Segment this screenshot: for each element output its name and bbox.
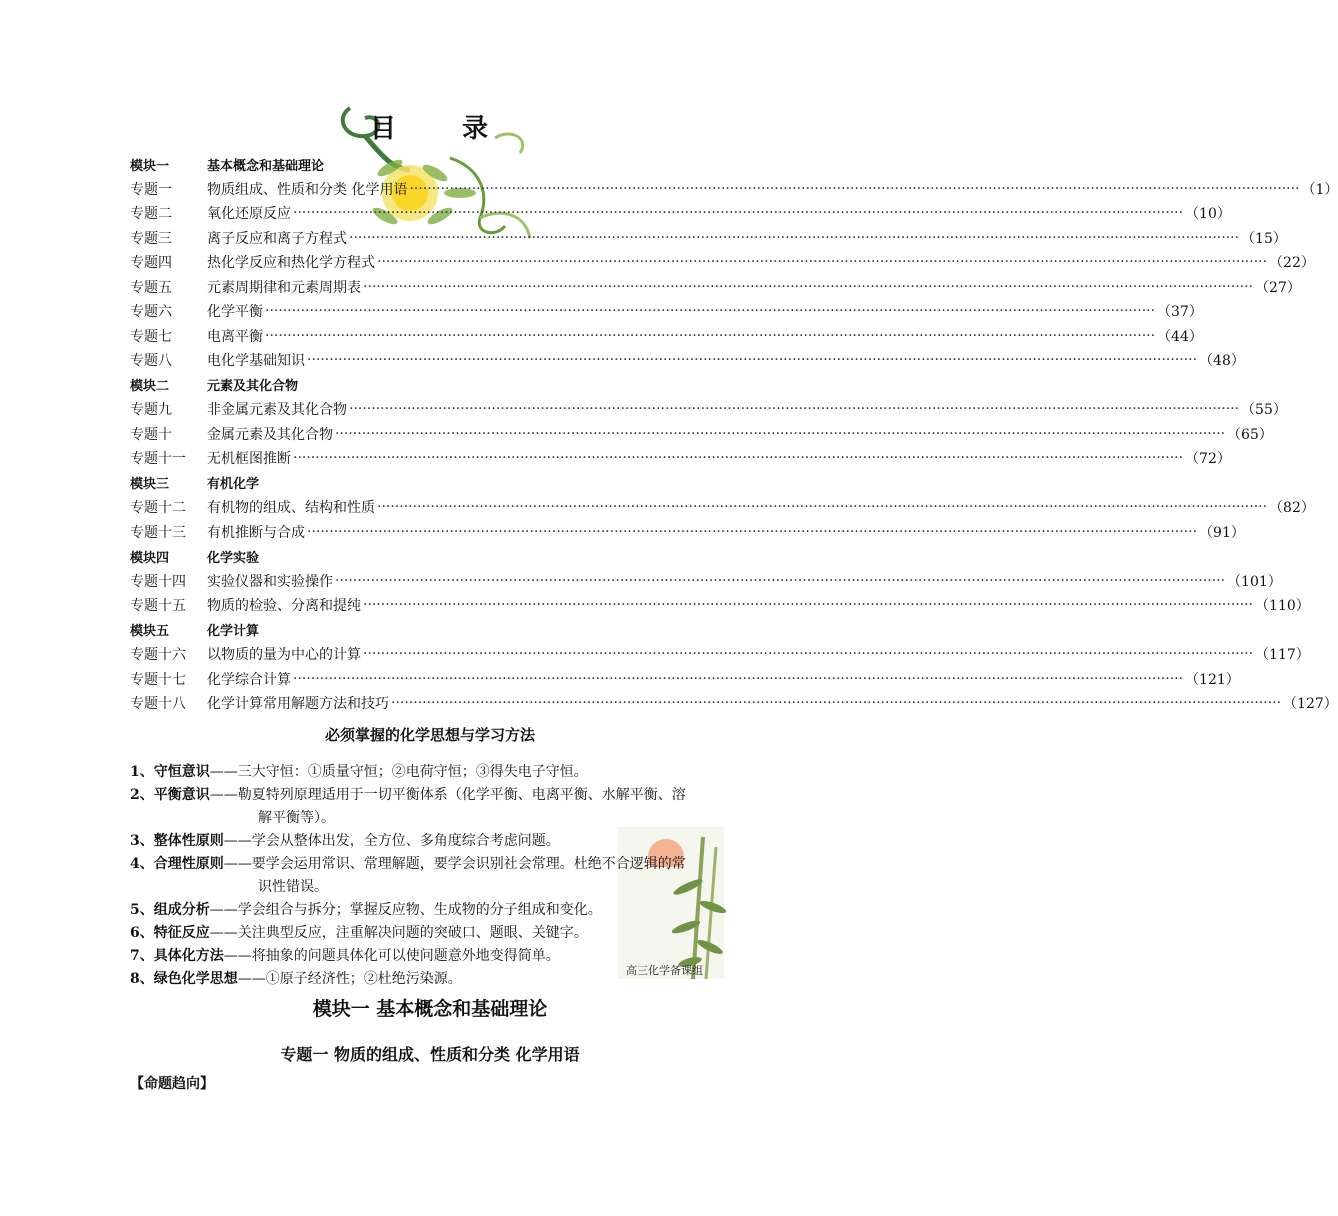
toc-label: 专题一 bbox=[130, 181, 172, 198]
toc-page-number: （72） bbox=[1185, 451, 1231, 468]
toc-leader-dots: ········································································································································································································ bbox=[293, 670, 1184, 687]
toc-topic-row[interactable] bbox=[130, 520, 1245, 545]
toc-label: 专题四 bbox=[130, 255, 172, 272]
toc-module-row[interactable] bbox=[130, 618, 708, 643]
method-term: 合理性原则 bbox=[153, 856, 224, 872]
method-description: ——①原子经济性；②杜绝污染源。 bbox=[237, 971, 462, 987]
toc-title: 化学计算常用解题方法和技巧 bbox=[207, 696, 389, 713]
toc-page-number: （101） bbox=[1227, 573, 1282, 590]
toc-title: 非金属元素及其化合物 bbox=[207, 402, 347, 419]
toc-topic-row[interactable] bbox=[130, 667, 1240, 692]
methods-heading: 必须掌握的化学思想与学习方法 bbox=[324, 726, 535, 744]
toc-leader-dots: ········································································································································································································ bbox=[265, 327, 1156, 344]
toc-leader-dots: ········································································································································································································ bbox=[363, 278, 1254, 295]
method-number: 1、 bbox=[130, 764, 154, 780]
method-term: 整体性原则 bbox=[153, 833, 224, 849]
toc-title: 离子反应和离子方程式 bbox=[207, 230, 347, 247]
toc-page-number: （55） bbox=[1241, 402, 1287, 419]
toc-label: 模块一 bbox=[130, 158, 170, 174]
toc-topic-row[interactable] bbox=[130, 201, 1231, 226]
toc-label: 专题十一 bbox=[130, 451, 186, 468]
toc-topic-row[interactable] bbox=[130, 495, 1315, 520]
method-number: 7、 bbox=[130, 948, 154, 964]
method-item bbox=[130, 853, 730, 876]
toc-label: 模块四 bbox=[130, 550, 170, 566]
method-description: ——要学会运用常识、常理解题，要学会识别社会常理。杜绝不合逻辑的常 bbox=[223, 856, 686, 872]
toc-label: 专题六 bbox=[130, 304, 172, 321]
toc-page-number: （27） bbox=[1255, 279, 1301, 296]
toc-title: 金属元素及其化合物 bbox=[207, 426, 333, 443]
toc-topic-row[interactable] bbox=[130, 397, 1287, 422]
method-term: 绿色化学思想 bbox=[153, 971, 238, 987]
topic1-heading: 专题一 物质的组成、性质和分类 化学用语 bbox=[280, 1045, 580, 1064]
toc-page-number: （117） bbox=[1255, 647, 1310, 664]
toc-title: 实验仪器和实验操作 bbox=[207, 573, 333, 590]
toc-leader-dots: ········································································································································································································ bbox=[335, 572, 1226, 589]
toc-leader-dots: ········································································································································································································ bbox=[349, 401, 1240, 418]
toc-title: 有机物的组成、结构和性质 bbox=[207, 500, 375, 517]
toc-title: 元素周期律和元素周期表 bbox=[207, 279, 361, 296]
method-number: 2、 bbox=[130, 787, 154, 803]
toc-leader-dots: ········································································································································································································ bbox=[409, 180, 1300, 197]
method-description: ——三大守恒：①质量守恒；②电荷守恒；③得失电子守恒。 bbox=[209, 764, 588, 780]
toc-leader-dots: ········································································································································································································ bbox=[265, 303, 1156, 320]
toc-title: 基本概念和基础理论 bbox=[207, 158, 325, 174]
toc-label: 专题八 bbox=[130, 353, 172, 370]
toc-leader-dots: ········································································································································································································ bbox=[377, 499, 1268, 516]
toc-title: 化学计算 bbox=[207, 624, 260, 640]
toc-title: 以物质的量为中心的计算 bbox=[207, 647, 361, 664]
toc-leader-dots: ········································································································································································································ bbox=[391, 695, 1282, 712]
toc-page-number: （10） bbox=[1185, 206, 1231, 223]
toc-module-row[interactable] bbox=[130, 152, 708, 177]
toc-title: 电离平衡 bbox=[207, 328, 263, 345]
toc-topic-row[interactable] bbox=[130, 642, 1310, 667]
toc-title: 无机框图推断 bbox=[207, 451, 291, 468]
toc-page-number: （82） bbox=[1269, 500, 1315, 517]
toc-label: 专题五 bbox=[130, 279, 172, 296]
decoration-caption: 高三化学备课组 bbox=[626, 964, 703, 977]
toc-page-number: （110） bbox=[1255, 598, 1310, 615]
methods-list bbox=[130, 761, 730, 991]
method-term: 平衡意识 bbox=[153, 787, 210, 803]
toc-label: 专题十二 bbox=[130, 500, 186, 517]
toc-title: 电化学基础知识 bbox=[207, 353, 305, 370]
toc-title: 有机推断与合成 bbox=[207, 524, 305, 541]
toc-topic-row[interactable] bbox=[130, 422, 1273, 447]
toc-label: 专题七 bbox=[130, 328, 172, 345]
toc-label: 专题十七 bbox=[130, 671, 186, 688]
toc-leader-dots: ········································································································································································································ bbox=[293, 205, 1184, 222]
method-number: 3、 bbox=[130, 833, 154, 849]
toc-leader-dots: ········································································································································································································ bbox=[363, 646, 1254, 663]
toc-leader-dots: ········································································································································································································ bbox=[335, 425, 1226, 442]
method-description: ——学会组合与拆分；掌握反应物、生成物的分子组成和变化。 bbox=[209, 902, 602, 918]
toc-label: 专题三 bbox=[130, 230, 172, 247]
toc-label: 模块三 bbox=[130, 477, 170, 493]
page-title bbox=[0, 108, 860, 145]
toc-label: 模块五 bbox=[130, 624, 170, 640]
method-term: 组成分析 bbox=[153, 902, 210, 918]
method-item bbox=[130, 830, 730, 853]
toc-title: 化学平衡 bbox=[207, 304, 263, 321]
toc-leader-dots: ········································································································································································································ bbox=[363, 597, 1254, 614]
toc-label: 专题十 bbox=[130, 426, 172, 443]
toc-page-number: （15） bbox=[1241, 230, 1287, 247]
toc-page-number: （37） bbox=[1157, 304, 1203, 321]
toc-leader-dots: ········································································································································································································ bbox=[377, 254, 1268, 271]
method-description: ——关注典型反应，注重解决问题的突破口、题眼、关键字。 bbox=[209, 925, 588, 941]
toc-label: 专题二 bbox=[130, 206, 172, 223]
toc-leader-dots: ········································································································································································································ bbox=[307, 352, 1198, 369]
toc-leader-dots: ········································································································································································································ bbox=[293, 450, 1184, 467]
method-number: 4、 bbox=[130, 856, 154, 872]
toc-page-number: （127） bbox=[1283, 696, 1338, 713]
toc-page-number: （22） bbox=[1269, 255, 1315, 272]
method-item bbox=[130, 922, 730, 945]
table-of-contents bbox=[130, 152, 1338, 716]
toc-topic-row[interactable] bbox=[130, 324, 1203, 349]
toc-page-number: （65） bbox=[1227, 426, 1273, 443]
toc-leader-dots: ········································································································································································································ bbox=[349, 229, 1240, 246]
toc-page-number: （44） bbox=[1157, 328, 1203, 345]
toc-page-number: （121） bbox=[1185, 671, 1240, 688]
method-term: 守恒意识 bbox=[153, 764, 210, 780]
method-description: ——将抽象的问题具体化可以使问题意外地变得简单。 bbox=[223, 948, 560, 964]
toc-label: 专题十八 bbox=[130, 696, 186, 713]
toc-module-row[interactable] bbox=[130, 373, 708, 398]
toc-title: 物质组成、性质和分类 化学用语 bbox=[207, 181, 408, 198]
title-char-2: 录 bbox=[462, 114, 491, 144]
toc-page-number: （91） bbox=[1199, 524, 1245, 541]
toc-title: 化学综合计算 bbox=[207, 671, 291, 688]
method-number: 5、 bbox=[130, 902, 154, 918]
toc-title: 有机化学 bbox=[207, 477, 260, 493]
toc-page-number: （48） bbox=[1199, 353, 1245, 370]
title-char-1: 目 bbox=[369, 114, 398, 144]
method-item bbox=[130, 899, 730, 922]
toc-topic-row[interactable] bbox=[130, 250, 1315, 275]
toc-label: 专题十三 bbox=[130, 524, 186, 541]
method-number: 8、 bbox=[130, 971, 154, 987]
toc-module-row[interactable] bbox=[130, 544, 708, 569]
toc-label: 专题十六 bbox=[130, 647, 186, 664]
toc-topic-row[interactable] bbox=[130, 275, 1301, 300]
toc-topic-row[interactable] bbox=[130, 177, 1338, 202]
toc-label: 专题十四 bbox=[130, 573, 186, 590]
toc-title: 热化学反应和热化学方程式 bbox=[207, 255, 375, 272]
method-continuation: 解平衡等）。 bbox=[258, 810, 335, 826]
toc-topic-row[interactable] bbox=[130, 348, 1245, 373]
toc-topic-row[interactable] bbox=[130, 593, 1310, 618]
method-item bbox=[130, 761, 730, 784]
method-number: 6、 bbox=[130, 925, 154, 941]
toc-title: 元素及其化合物 bbox=[207, 379, 299, 395]
method-term: 具体化方法 bbox=[153, 948, 224, 964]
toc-topic-row[interactable] bbox=[130, 446, 1231, 471]
toc-module-row[interactable] bbox=[130, 471, 708, 496]
toc-topic-row[interactable] bbox=[130, 691, 1338, 716]
toc-leader-dots: ········································································································································································································ bbox=[307, 523, 1198, 540]
module1-heading: 模块一 基本概念和基础理论 bbox=[312, 998, 548, 1020]
toc-label: 模块二 bbox=[130, 379, 170, 395]
toc-title: 氧化还原反应 bbox=[207, 206, 291, 223]
toc-title: 化学实验 bbox=[207, 550, 260, 566]
toc-label: 专题十五 bbox=[130, 598, 186, 615]
toc-topic-row[interactable] bbox=[130, 299, 1203, 324]
toc-page-number: （1） bbox=[1301, 181, 1338, 198]
toc-title: 物质的检验、分离和提纯 bbox=[207, 598, 361, 615]
method-description: ——学会从整体出发，全方位、多角度综合考虑问题。 bbox=[223, 833, 560, 849]
toc-topic-row[interactable] bbox=[130, 569, 1282, 594]
proposition-trend-tag: 【命题趋向】 bbox=[130, 1076, 214, 1092]
method-term: 特征反应 bbox=[153, 925, 210, 941]
method-description: ——勒夏特列原理适用于一切平衡体系（化学平衡、电离平衡、水解平衡、溶 bbox=[209, 787, 686, 803]
toc-topic-row[interactable] bbox=[130, 226, 1287, 251]
toc-label: 专题九 bbox=[130, 402, 172, 419]
method-item bbox=[130, 784, 730, 807]
method-continuation: 识性错误。 bbox=[258, 879, 328, 895]
